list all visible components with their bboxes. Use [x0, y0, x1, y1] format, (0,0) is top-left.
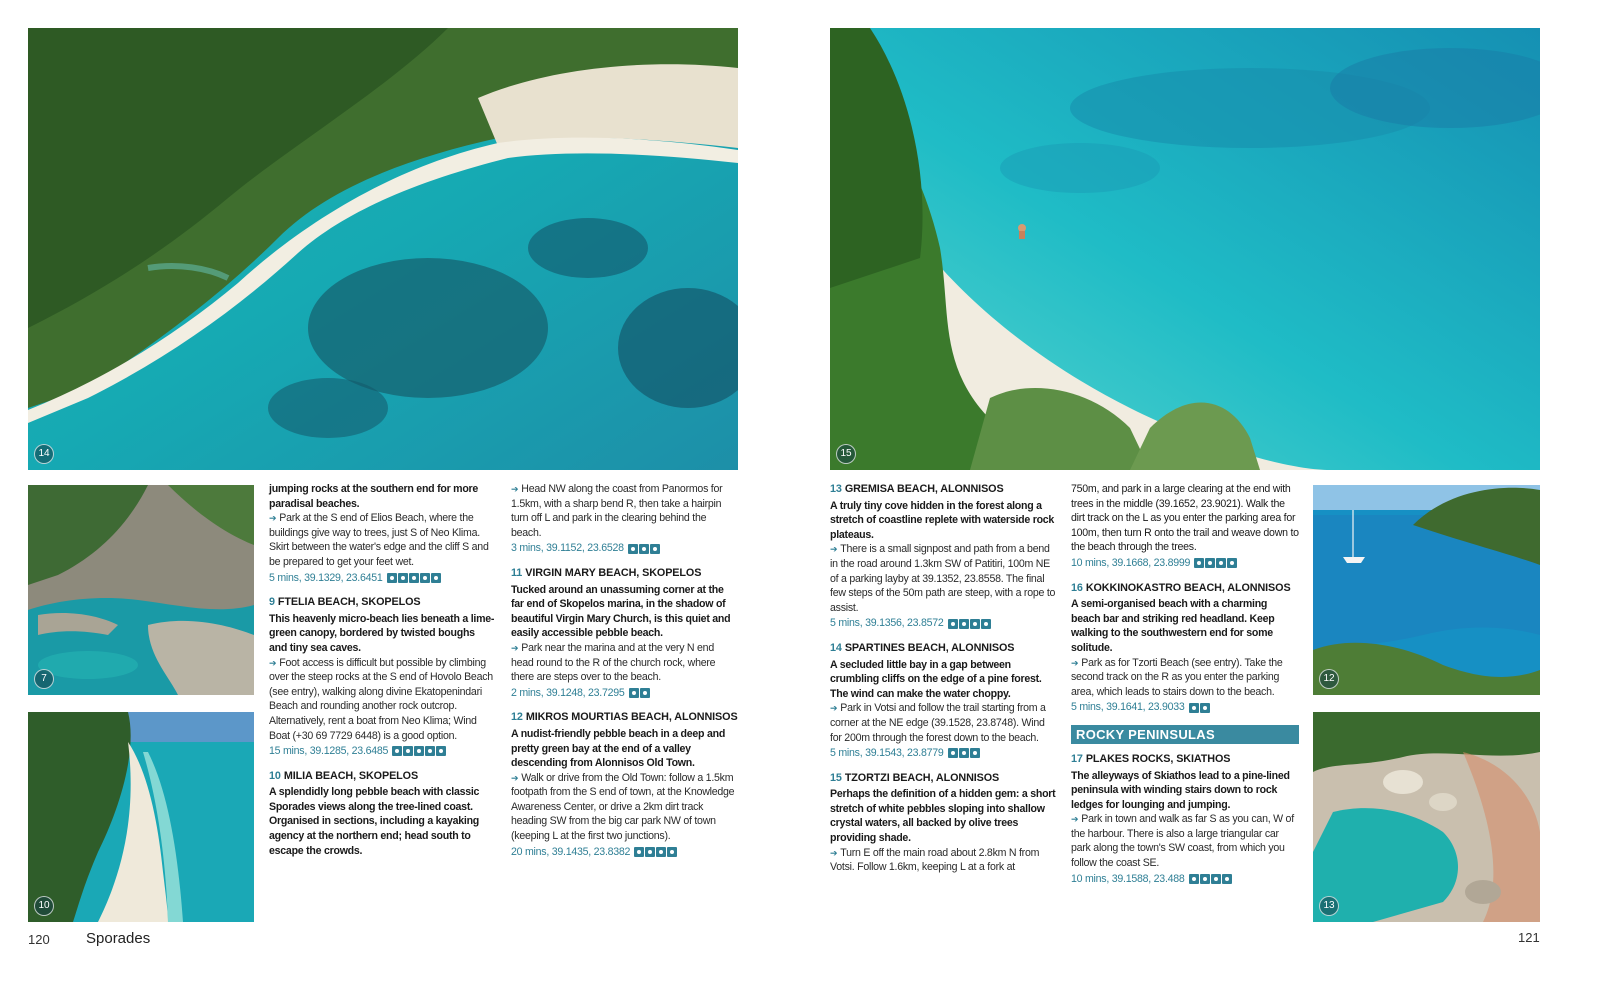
photo-12-image: [1313, 485, 1540, 695]
entry-directions: ➔ Park in town and walk as far S as you can, W of the harbour. There is also a large triangular car park along the town's SW coast, from which you follow the coast SE.: [1071, 812, 1299, 870]
facility-icon: [981, 619, 991, 629]
entry-title-text: VIRGIN MARY BEACH, SKOPELOS: [525, 566, 702, 579]
entry-title: [511, 566, 739, 581]
facility-icon: [1189, 874, 1199, 884]
facility-icons: [1194, 558, 1237, 568]
entry-number: 10: [269, 769, 281, 782]
text-column-3: [830, 482, 1058, 885]
section-heading: ROCKY PENINSULAS: [1071, 725, 1299, 744]
entry-coords: 5 mins, 39.1641, 23.9033: [1071, 701, 1185, 714]
facility-icon: [650, 544, 660, 554]
entry-title-text: MIKROS MOURTIAS BEACH, ALONNISOS: [525, 711, 738, 724]
entry-meta: [511, 845, 739, 860]
left-page-number: 120: [28, 932, 50, 947]
entry-lead: jumping rocks at the southern end for more paradisal beaches.: [269, 483, 479, 510]
entry-17: [1071, 752, 1299, 886]
entry-directions: ➔ Turn E off the main road about 2.8km N from Votsi. Follow 1.6km, keeping L at a fork at: [830, 846, 1058, 875]
text-column-4: [1071, 482, 1299, 896]
entry-number: 14: [830, 641, 842, 654]
entry-directions: ➔ Park at the S end of Elios Beach, where the buildings give way to trees, just S of Neo Klima. Skirt between the water's edge and the cliff S and be prepared to get your feet wet.: [269, 511, 495, 569]
entry-14: [830, 641, 1058, 761]
entry-title-text: PLAKES ROCKS, SKIATHOS: [1085, 752, 1231, 765]
facility-icon: [629, 688, 639, 698]
entry-title: [830, 771, 1058, 786]
photo-badge: 15: [836, 444, 856, 464]
entry-coords: 5 mins, 39.1543, 23.8779: [830, 747, 944, 760]
facility-icon: [1211, 874, 1221, 884]
photo-badge: 14: [34, 444, 54, 464]
facility-icon: [1200, 703, 1210, 713]
facility-icon: [959, 619, 969, 629]
entry-lead: A splendidly long pebble beach with classic Sporades views along the tree-lined coast. Organised in sections, including a kayaking agency at the northern end; head south to escape the crowds.: [269, 786, 480, 857]
photo-7: [28, 485, 254, 695]
entry-title: [830, 641, 1058, 656]
entry-lead: A truly tiny cove hidden in the forest along a stretch of coastline replete with waterside rock plateaus.: [830, 499, 1055, 541]
facility-icon: [948, 619, 958, 629]
facility-icon: [425, 746, 435, 756]
photo-13-image: [1313, 712, 1540, 922]
facility-icon: [392, 746, 402, 756]
entry-directions: ➔ Park as for Tzorti Beach (see entry). Take the second track on the R as you enter the parking area, which leads to stairs down to the beach.: [1071, 656, 1299, 700]
facility-icon: [1216, 558, 1226, 568]
facility-icon: [667, 847, 677, 857]
photo-badge: 12: [1319, 669, 1339, 689]
entry-meta: [1071, 556, 1299, 571]
entry-coords: 10 mins, 39.1668, 23.8999: [1071, 556, 1191, 569]
photo-badge: 10: [34, 896, 54, 916]
photo-7-image: [28, 485, 254, 695]
photo-10-image: [28, 712, 254, 922]
facility-icon: [1205, 558, 1215, 568]
entry-title: [269, 769, 495, 784]
entry-12: [511, 710, 739, 859]
entry-title-text: SPARTINES BEACH, ALONNISOS: [844, 641, 1015, 654]
facility-icon: [948, 748, 958, 758]
entry-coords: 20 mins, 39.1435, 23.8382: [511, 845, 631, 858]
text-column-1: [269, 482, 495, 868]
facility-icons: [392, 746, 446, 756]
entry-coords: 5 mins, 39.1356, 23.8572: [830, 617, 944, 630]
entry-15-continued: [1071, 482, 1299, 571]
entry-15: [830, 771, 1058, 875]
photo-15: [830, 28, 1540, 470]
entry-10: [269, 769, 495, 859]
facility-icons: [629, 688, 650, 698]
entry-lead: Perhaps the definition of a hidden gem: a short stretch of white pebbles sloping into shallow crystal waters, all backed by olive trees providing shade.: [830, 788, 1056, 845]
photo-15-image: [830, 28, 1540, 470]
entry-directions-continued: 750m, and park in a large clearing at the end with trees in the middle (39.1652, 23.9021). Walk the dirt track on the L as you enter the parking area for 100m, then turn R onto the trail and weave down to the beach through the trees.: [1071, 483, 1299, 554]
entry-directions: ➔ Walk or drive from the Old Town: follow a 1.5km footpath from the S end of town, at the Knowledge Awareness Center, or drive a 2km dirt track heading SW from the big car park NW of town (keeping L at the first two junctions).: [511, 771, 739, 844]
entry-10-continued: [511, 482, 739, 556]
text-column-2: [511, 482, 739, 869]
photo-badge: 13: [1319, 896, 1339, 916]
entry-title: [511, 710, 739, 725]
facility-icons: [634, 847, 677, 857]
entry-lead: Tucked around an unassuming corner at the far end of Skopelos marina, in the shadow of beautiful Virgin Mary Church, is this quiet and easily accessible pebble beach.: [511, 583, 731, 640]
entry-meta: [1071, 700, 1299, 715]
entry-coords: 5 mins, 39.1329, 23.6451: [269, 571, 383, 584]
entry-directions: ➔ Head NW along the coast from Panormos for 1.5km, with a sharp bend R, then take a hairpin turn off L and park in the clearing behind the beach.: [511, 482, 739, 540]
entry-title-text: GREMISA BEACH, ALONNISOS: [844, 483, 1004, 495]
entry-title: [830, 482, 1058, 497]
entry-title: [1071, 581, 1299, 596]
entry-title-text: FTELIA BEACH, SKOPELOS: [277, 596, 421, 609]
facility-icons: [948, 748, 980, 758]
facility-icon: [1227, 558, 1237, 568]
facility-icon: [431, 573, 441, 583]
facility-icons: [628, 544, 660, 554]
entry-lead: A secluded little bay in a gap between crumbling cliffs on the edge of a pine forest. The wind can make the water choppy.: [830, 658, 1042, 700]
facility-icons: [948, 619, 991, 629]
entry-number: 12: [511, 711, 523, 724]
entry-title: [1071, 752, 1299, 767]
entry-meta: [269, 744, 495, 759]
facility-icon: [640, 688, 650, 698]
entry-title: [269, 595, 495, 610]
facility-icons: [1189, 874, 1232, 884]
entry-title-text: MILIA BEACH, SKOPELOS: [283, 769, 419, 782]
facility-icon: [970, 619, 980, 629]
facility-icon: [656, 847, 666, 857]
facility-icon: [398, 573, 408, 583]
right-page-number: 121: [1518, 930, 1540, 945]
entry-lead: The alleyways of Skiathos lead to a pine-lined peninsula with winding stairs down to rock ledges for lounging and jumping.: [1071, 769, 1290, 811]
entry-directions: ➔ Foot access is difficult but possible by climbing over the steep rocks at the S end of Hovolo Beach (see entry), walking along divine Ekatopenindari Beach and rounding another rock outcrop. Alternatively, rent a boat from Neo Klima; Wind Boat (+30 69 7729 6448) is a good option.: [269, 656, 495, 744]
entry-lead: This heavenly micro-beach lies beneath a lime-green canopy, bordered by twisted boughs and tiny sea caves.: [269, 612, 495, 654]
entry-13: [830, 482, 1058, 631]
entry-directions: ➔ Park in Votsi and follow the trail starting from a corner at the NE edge (39.1528, 23.8748). Wind for 200m through the forest down to the beach.: [830, 701, 1058, 745]
entry-number: 17: [1071, 752, 1083, 765]
entry-title-text: TZORTZI BEACH, ALONNISOS: [844, 771, 1000, 784]
entry-lead: A nudist-friendly pebble beach in a deep and pretty green bay at the end of a valley descending from Alonnisos Old Town.: [511, 727, 726, 770]
facility-icon: [959, 748, 969, 758]
facility-icons: [387, 573, 441, 583]
photo-14: [28, 28, 738, 470]
facility-icon: [634, 847, 644, 857]
entry-meta: [269, 571, 495, 586]
facility-icon: [1194, 558, 1204, 568]
entry-16: [1071, 581, 1299, 715]
facility-icon: [414, 746, 424, 756]
facility-icons: [1189, 703, 1210, 713]
facility-icon: [436, 746, 446, 756]
facility-icon: [639, 544, 649, 554]
entry-coords: 15 mins, 39.1285, 23.6485: [269, 745, 389, 758]
facility-icon: [1200, 874, 1210, 884]
entry-coords: 10 mins, 39.1588, 23.488: [1071, 872, 1185, 885]
entry-9: [269, 595, 495, 759]
entry-number: 15: [830, 771, 842, 784]
facility-icon: [420, 573, 430, 583]
entry-coords: 2 mins, 39.1248, 23.7295: [511, 686, 625, 699]
photo-13: [1313, 712, 1540, 922]
entry-number: 9: [269, 596, 275, 609]
photo-12: [1313, 485, 1540, 695]
entry-lead: A semi-organised beach with a charming beach bar and striking red headland. Keep walking to the southwestern end for some solitude.: [1071, 598, 1275, 654]
facility-icon: [1189, 703, 1199, 713]
entry-directions: ➔ There is a small signpost and path from a bend in the road around 1.3km SW of Patitiri, 100m NE of a parking layby at 39.1352, 23.8558. The final few steps of the 50m path are steep, with a rope to assist.: [830, 542, 1058, 615]
facility-icon: [970, 748, 980, 758]
entry-meta: [1071, 872, 1299, 887]
entry-number: 11: [511, 566, 523, 579]
facility-icon: [628, 544, 638, 554]
entry-coords: 3 mins, 39.1152, 23.6528: [511, 542, 624, 555]
entry-number: 13: [830, 483, 842, 495]
facility-icon: [1222, 874, 1232, 884]
photo-10: [28, 712, 254, 922]
entry-meta: [511, 686, 739, 701]
entry-11: [511, 566, 739, 700]
entry-number: 16: [1071, 581, 1083, 594]
entry-title-text: KOKKINOKASTRO BEACH, ALONNISOS: [1085, 581, 1291, 594]
entry-continued: [269, 482, 495, 585]
facility-icon: [387, 573, 397, 583]
section-name: Sporades: [86, 930, 151, 947]
facility-icon: [645, 847, 655, 857]
facility-icon: [409, 573, 419, 583]
entry-directions: ➔ Park near the marina and at the very N end head round to the R of the church rock, where there are steps over to the beach.: [511, 641, 739, 685]
facility-icon: [403, 746, 413, 756]
entry-meta: [830, 616, 1058, 631]
photo-14-image: [28, 28, 738, 470]
entry-meta: [830, 746, 1058, 761]
photo-badge: 7: [34, 669, 54, 689]
entry-meta: [511, 541, 739, 556]
